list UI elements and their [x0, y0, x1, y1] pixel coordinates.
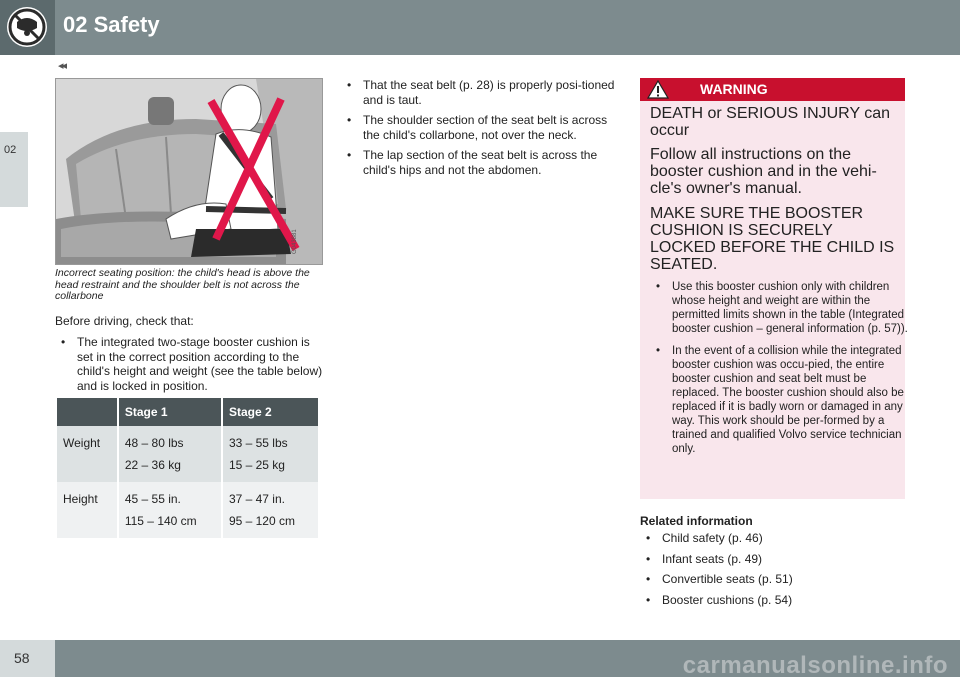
watermark: carmanualsonline.info — [682, 652, 948, 679]
related-link[interactable]: • Convertible seats (p. 51) — [640, 572, 900, 587]
cell-value: 22 – 36 kg — [124, 458, 181, 472]
related-info-list — [640, 531, 900, 613]
related-link[interactable]: • Booster cushions (p. 54) — [640, 593, 900, 608]
warning-triangle-icon — [647, 80, 669, 99]
row-label: Height — [57, 482, 117, 538]
cell-value: 45 – 55 in. — [124, 492, 181, 506]
page-number: 58 — [14, 650, 30, 666]
table-row — [57, 482, 318, 538]
back-nav-link[interactable]: ◂◂ — [58, 60, 66, 72]
table-cell — [223, 482, 318, 538]
table-cell — [119, 426, 221, 482]
page-title: 02 Safety — [63, 12, 160, 37]
row-label: Weight — [57, 426, 117, 482]
table-header-stage1: Stage 1 — [119, 398, 221, 426]
list-item: • That the seat belt (p. 28) is properly posi-tioned and is taut. — [341, 78, 616, 107]
warning-title: WARNING — [700, 81, 768, 97]
cell-value: 48 – 80 lbs — [124, 436, 184, 450]
table-header-stage2: Stage 2 — [223, 398, 318, 426]
warning-header — [640, 78, 905, 101]
intro-text: Before driving, check that: — [55, 314, 194, 328]
list-item: • The lap section of the seat belt is across the child's hips and not the abdomen. — [341, 148, 616, 177]
warning-heading: MAKE SURE THE BOOSTER CUSHION IS SECURELY LOCKED BEFORE THE CHILD IS SEATED. — [650, 205, 895, 273]
list-item: • Use this booster cushion only with children whose height and weight are within the permitted limits shown in the table (Integrated booster cushion – general information (p. 57)). — [650, 280, 908, 336]
booster-stage-table — [55, 398, 320, 538]
table-row — [57, 426, 318, 482]
warning-heading: DEATH or SERIOUS INJURY can occur — [650, 105, 891, 139]
cell-value: 95 – 120 cm — [228, 514, 295, 528]
table-header-empty — [57, 398, 117, 426]
page-footer — [0, 640, 960, 677]
svg-text:G043881: G043881 — [292, 229, 298, 254]
table-cell — [119, 482, 221, 538]
table-cell — [223, 426, 318, 482]
list-item: • The integrated two-stage booster cushion is set in the correct position according to the child's height and weight (see the table below) and is locked in position. — [55, 335, 325, 393]
chapter-tab-label: 02 — [4, 144, 17, 156]
related-link[interactable]: • Child safety (p. 46) — [640, 531, 900, 546]
incorrect-seating-illustration — [55, 78, 323, 265]
check-list — [55, 335, 325, 399]
related-info-title: Related information — [640, 514, 753, 528]
page-header — [0, 0, 960, 55]
page-number-box — [0, 640, 55, 677]
seat-belt-check-list — [341, 78, 616, 183]
warning-heading: Follow all instructions on the booster cushion and in the vehi-cle's owner's manual. — [650, 146, 877, 197]
no-airbag-child-seat-icon — [0, 0, 55, 55]
related-link[interactable]: • Infant seats (p. 49) — [640, 552, 900, 567]
cell-value: 115 – 140 cm — [124, 514, 197, 528]
figure-caption: Incorrect seating position: the child's head is above the head restraint and the shoulder belt is not across the collarbone — [55, 267, 310, 302]
cell-value: 15 – 25 kg — [228, 458, 285, 472]
cell-value: 37 – 47 in. — [228, 492, 285, 506]
cell-value: 33 – 55 lbs — [228, 436, 288, 450]
list-item: • In the event of a collision while the integrated booster cushion was occu-pied, the entire booster cushion and seat belt must be replaced. The booster cushion should also be replaced if it is badly worn or damaged in any way. This work should be per-formed by a trained and qualified Volvo service technician only. — [650, 344, 908, 456]
chapter-tab[interactable] — [0, 132, 28, 207]
list-item: • The shoulder section of the seat belt is across the child's collarbone, not over the neck. — [341, 113, 616, 142]
warning-list — [650, 280, 908, 464]
table-header-row — [57, 398, 318, 426]
